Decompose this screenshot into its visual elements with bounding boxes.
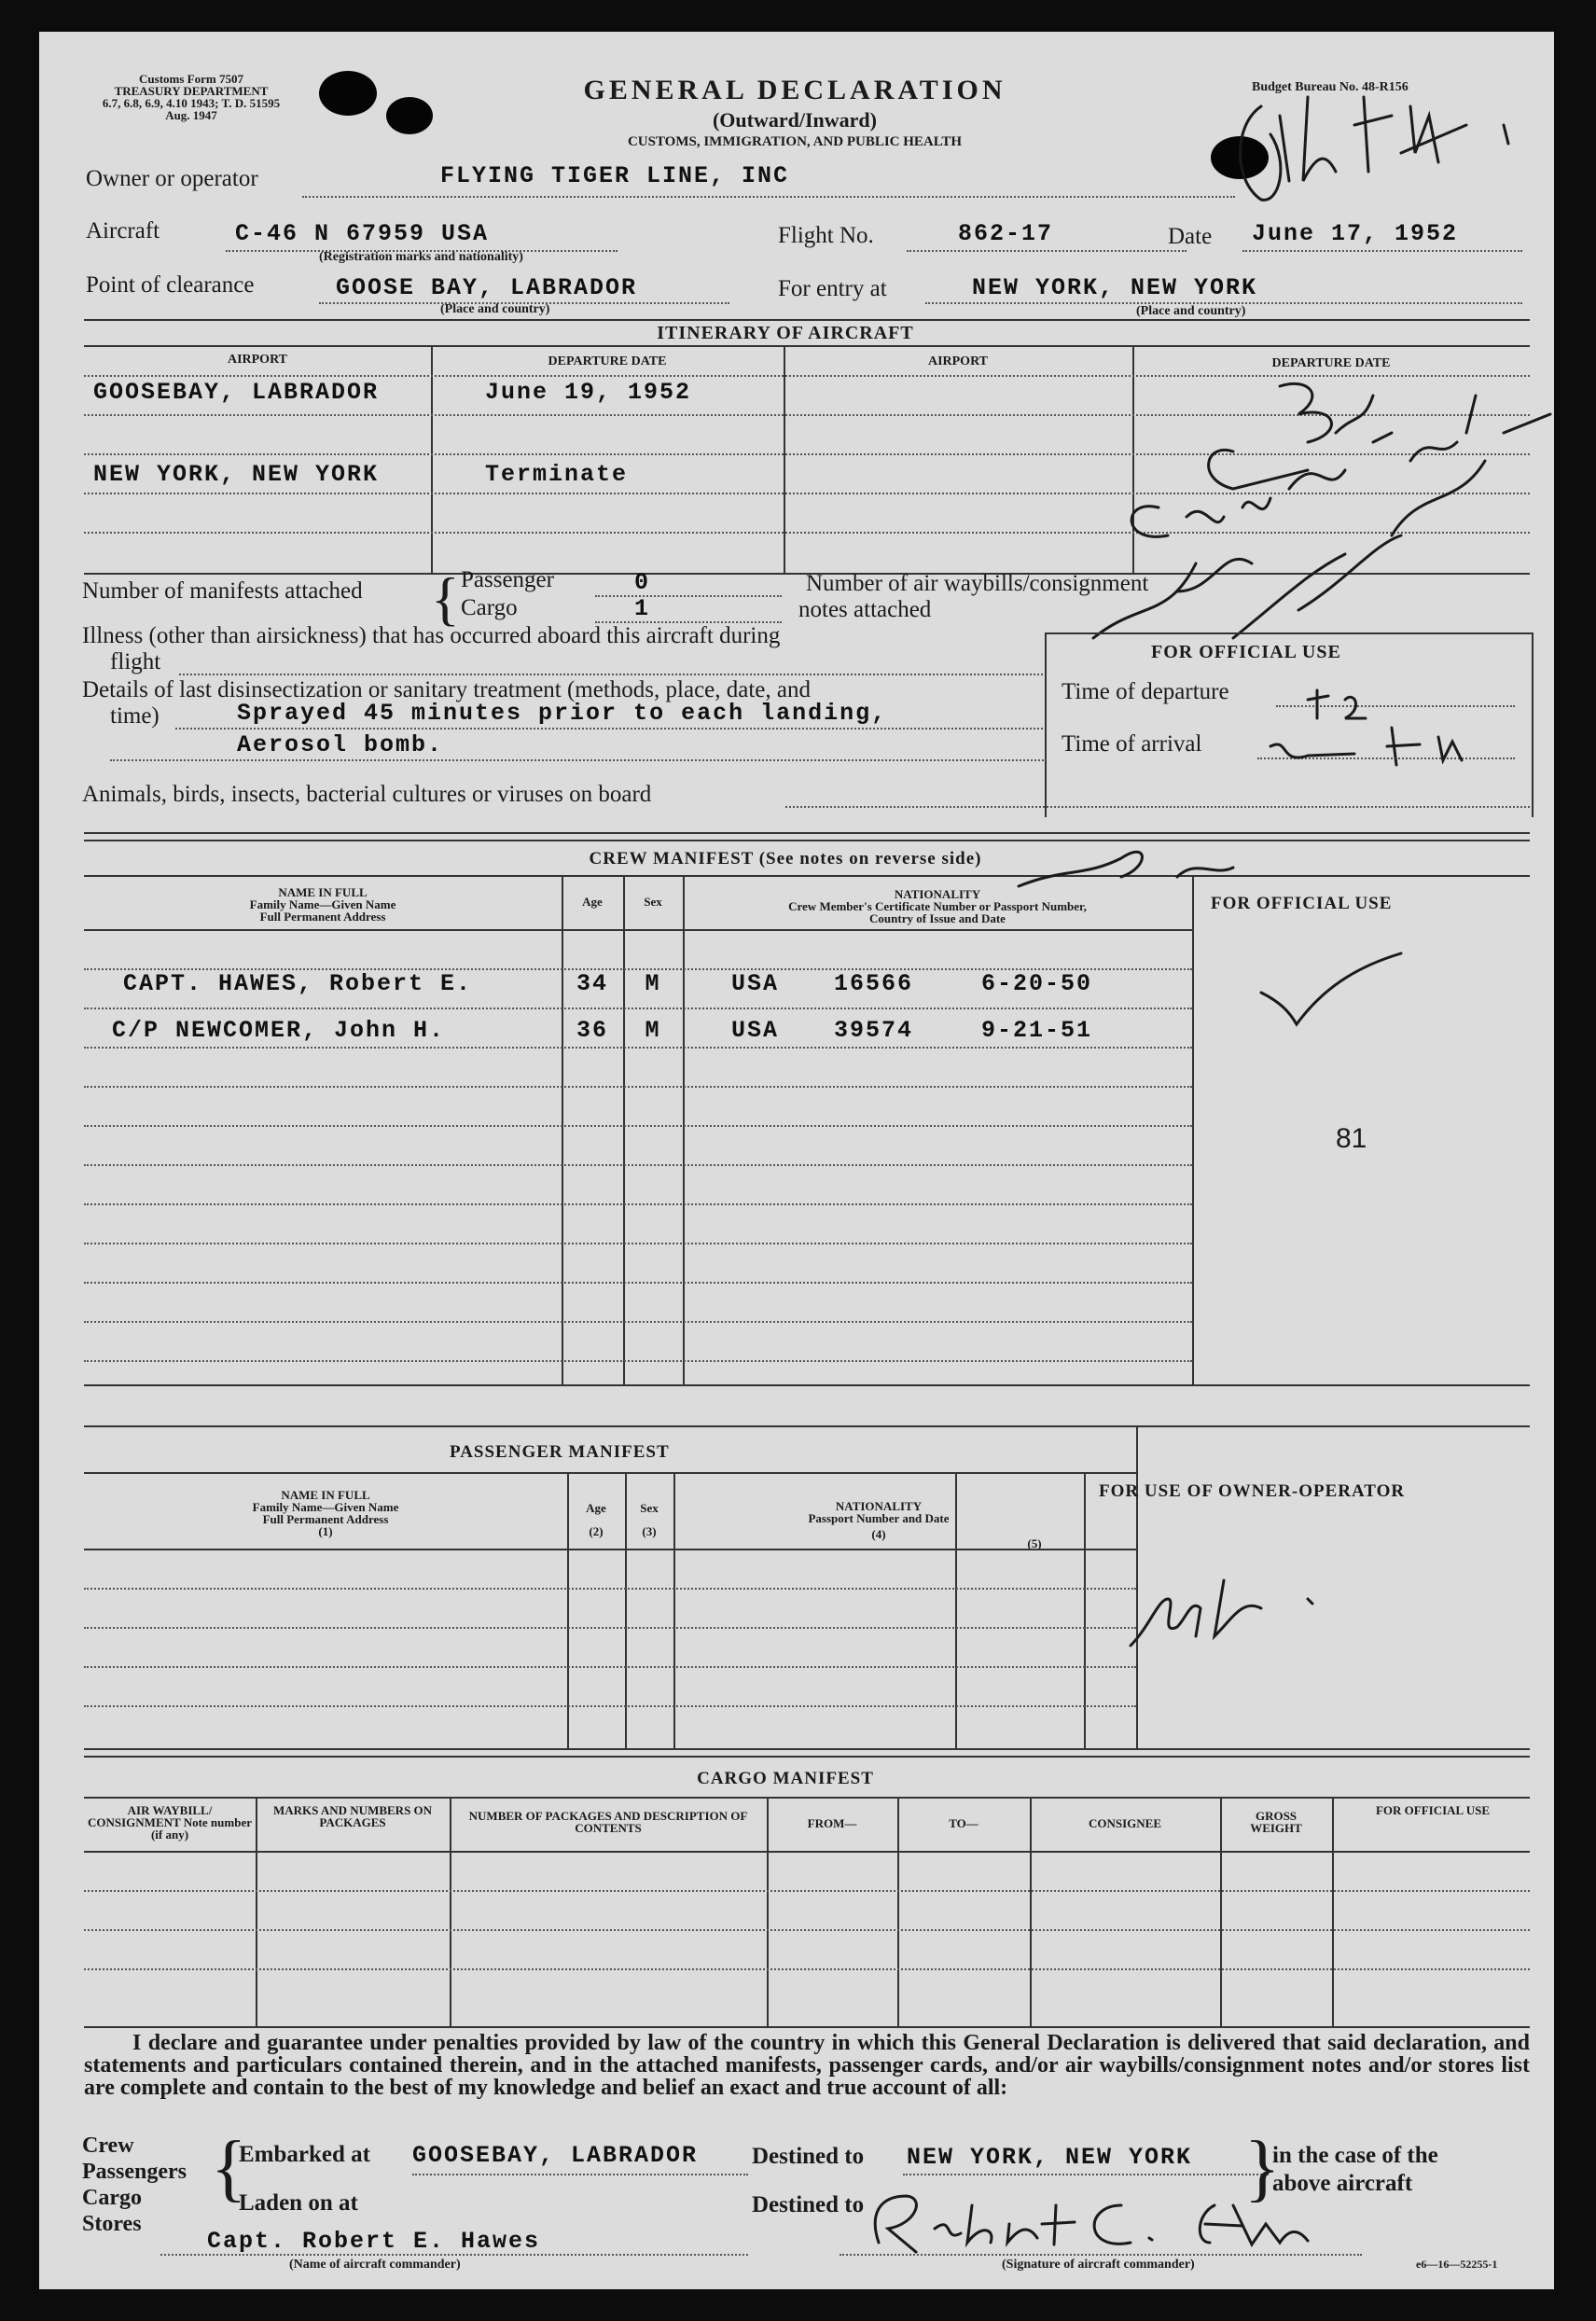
crew-col-nat-title: NATIONALITY	[894, 887, 981, 901]
form-regulation: 6.7, 6.8, 6.9, 4.10 1943; T. D. 51595	[102, 96, 281, 110]
declaration-categories	[82, 2133, 187, 2237]
cargo-col-from: FROM—	[807, 1816, 857, 1830]
passenger-col-sex-title: Sex	[640, 1501, 659, 1515]
crew-official-use: FOR OFFICIAL USE	[1211, 894, 1393, 913]
aircraft-value: C-46 N 67959 USA	[235, 220, 490, 247]
case-line-2: above aircraft	[1272, 2171, 1413, 2196]
crew-col-sex: Sex	[644, 895, 662, 909]
brace-close-icon: }	[1244, 2127, 1281, 2209]
entry-value: NEW YORK, NEW YORK	[972, 274, 1258, 301]
cargo-count-label: Cargo	[461, 595, 518, 620]
itinerary-row-departure: June 19, 1952	[485, 379, 692, 406]
time-of-arrival-label: Time of arrival	[1062, 731, 1202, 757]
crew-col-name	[84, 886, 562, 923]
passenger-col-5: (5)	[1027, 1536, 1042, 1550]
passenger-col-name	[84, 1489, 567, 1537]
clearance-caption: (Place and country)	[440, 302, 550, 316]
illness-label: Illness (other than airsickness) that has occurred aboard this aircraft during	[82, 623, 781, 648]
date-label: Date	[1168, 224, 1213, 249]
date-value: June 17, 1952	[1252, 220, 1459, 247]
signature-caption: (Signature of aircraft commander)	[1002, 2258, 1195, 2272]
declaration-text: I declare and guarantee under penalties provided by law of the country in which this General Declaration is delivered that said declaration, and statements and particulars contained therein, and in the attached manifests, passenger cards, and/or air waybills/consignment notes and/or stores list are complete and contain to the best of my knowledge and belief an exact and true account of all:	[84, 2031, 1530, 2100]
itinerary-col-departure-2: DEPARTURE DATE	[1271, 356, 1391, 370]
crew-col-name-sub: Family Name—Given Name	[249, 897, 396, 911]
itinerary-title: ITINERARY OF AIRCRAFT	[657, 323, 914, 343]
commander-name-value: Capt. Robert E. Hawes	[207, 2228, 541, 2255]
disinsect-value: Sprayed 45 minutes prior to each landing,	[237, 700, 888, 727]
category-crew: Crew	[82, 2133, 134, 2158]
passenger-col-sex	[625, 1502, 673, 1537]
handwritten-initial-icon	[1121, 1562, 1364, 1655]
crew-row-age: 34	[576, 970, 608, 997]
animals-label: Animals, birds, insects, bacterial cultures or viruses on board	[82, 782, 652, 807]
crew-row-certificate: 16566	[834, 970, 914, 997]
form-number-block	[84, 73, 298, 121]
waybills-label: Number of air waybills/consignment	[806, 571, 1149, 596]
passenger-col-age-title: Age	[586, 1501, 606, 1515]
time-of-departure-label: Time of departure	[1062, 679, 1229, 704]
punch-hole-icon	[386, 97, 433, 134]
flight-label: Flight No.	[778, 223, 874, 248]
clearance-value: GOOSE BAY, LABRADOR	[336, 274, 638, 301]
owner-value: FLYING TIGER LINE, INC	[440, 162, 790, 189]
cargo-col-packages: NUMBER OF PACKAGES AND DESCRIPTION OF CONTENTS	[468, 1809, 748, 1835]
passenger-manifest-title: PASSENGER MANIFEST	[450, 1442, 670, 1462]
crew-row-date: 6-20-50	[981, 970, 1093, 997]
flight-value: 862-17	[958, 220, 1054, 247]
illness-label-2: flight	[110, 649, 161, 674]
passenger-col-name-title: NAME IN FULL	[281, 1488, 370, 1502]
case-line-1: in the case of the	[1272, 2143, 1438, 2168]
aircraft-label: Aircraft	[86, 218, 160, 243]
crew-col-nat-country: Country of Issue and Date	[869, 911, 1006, 925]
passenger-col-nat-sub: Passport Number and Date	[808, 1511, 950, 1525]
destined-label-2: Destined to	[752, 2192, 865, 2217]
crew-row-name: CAPT. HAWES, Robert E.	[123, 970, 473, 997]
crew-row-age: 36	[576, 1017, 608, 1044]
cargo-col-consignee: CONSIGNEE	[1088, 1816, 1162, 1830]
passenger-col-name-address: Full Permanent Address	[262, 1512, 389, 1526]
crew-row-sex: M	[645, 970, 661, 997]
category-passengers: Passengers	[82, 2160, 187, 2184]
itinerary-row-departure: Terminate	[485, 461, 629, 488]
passenger-col-sex-num: (3)	[642, 1524, 657, 1538]
destination-value: NEW YORK, NEW YORK	[907, 2144, 1193, 2171]
crew-row-certificate: 39574	[834, 1017, 914, 1044]
disinsect-label: Details of last disinsectization or sanitary treatment (methods, place, date, and	[82, 677, 811, 702]
passenger-count-value: 0	[634, 569, 651, 596]
itinerary-col-departure: DEPARTURE DATE	[548, 354, 667, 368]
laden-label: Laden on at	[239, 2190, 358, 2216]
passenger-col-age	[567, 1502, 625, 1537]
entry-label: For entry at	[778, 276, 887, 301]
crew-row-nationality: USA	[731, 1017, 780, 1044]
cargo-col-weight: GROSS WEIGHT	[1250, 1809, 1302, 1835]
crew-col-nat-sub: Crew Member's Certificate Number or Passport Number,	[788, 899, 1087, 913]
form-agencies: CUSTOMS, IMMIGRATION, AND PUBLIC HEALTH	[627, 134, 963, 149]
form-date: Aug. 1947	[165, 108, 217, 122]
origin-value: GOOSEBAY, LABRADOR	[412, 2142, 699, 2169]
commander-signature-icon	[841, 2187, 1326, 2261]
form-title: GENERAL DECLARATION	[583, 75, 1006, 105]
handwritten-initials-icon	[1224, 88, 1541, 218]
passenger-col-age-num: (2)	[589, 1524, 604, 1538]
waybills-label-2: notes attached	[798, 597, 932, 622]
owner-label: Owner or operator	[86, 166, 258, 191]
declaration-form	[39, 32, 1554, 2289]
form-number: Customs Form 7507	[139, 72, 243, 86]
check-mark-icon	[1252, 946, 1438, 1030]
itinerary-row-airport: NEW YORK, NEW YORK	[93, 461, 380, 488]
entry-caption: (Place and country)	[1136, 304, 1246, 318]
cargo-manifest-title: CARGO MANIFEST	[697, 1769, 874, 1788]
crew-official-note: 81	[1336, 1123, 1367, 1154]
crew-col-name-title: NAME IN FULL	[278, 885, 368, 899]
embarked-label: Embarked at	[239, 2142, 370, 2167]
cargo-col-waybill: AIR WAYBILL/ CONSIGNMENT Note number (if any)	[88, 1803, 252, 1842]
passenger-col-name-sub: Family Name—Given Name	[252, 1500, 399, 1514]
cargo-col-official: FOR OFFICIAL USE	[1375, 1803, 1491, 1817]
official-box-title: FOR OFFICIAL USE	[1151, 642, 1341, 662]
disinsect-label-2: time)	[110, 703, 160, 729]
passenger-col-nat-title: NATIONALITY	[835, 1499, 923, 1513]
brace-icon: {	[431, 565, 460, 632]
category-cargo: Cargo	[82, 2186, 142, 2210]
budget-bureau-number: Budget Bureau No. 48-R156	[1252, 80, 1409, 94]
aircraft-caption: (Registration marks and nationality)	[319, 250, 523, 264]
manifests-label: Number of manifests attached	[82, 578, 363, 604]
crew-col-age: Age	[582, 895, 603, 909]
passenger-col-nat-num: (4)	[871, 1527, 886, 1541]
itinerary-row-airport: GOOSEBAY, LABRADOR	[93, 379, 380, 406]
handwritten-scribble-icon	[1009, 830, 1270, 905]
clearance-label: Point of clearance	[86, 272, 255, 298]
crew-row-nationality: USA	[731, 970, 780, 997]
category-stores: Stores	[82, 2212, 142, 2236]
punch-hole-icon	[319, 71, 377, 116]
passenger-col-nationality	[673, 1500, 1084, 1540]
itinerary-col-airport: AIRPORT	[227, 353, 288, 367]
cargo-col-to: TO—	[949, 1816, 978, 1830]
form-department: TREASURY DEPARTMENT	[114, 84, 269, 98]
disinsect-value-2: Aerosol bomb.	[237, 731, 444, 758]
passenger-count-label: Passenger	[461, 567, 554, 592]
owner-operator-use: FOR USE OF OWNER-OPERATOR	[1099, 1481, 1406, 1501]
crew-col-name-address: Full Permanent Address	[259, 910, 386, 924]
crew-manifest-title: CREW MANIFEST (See notes on reverse side)	[589, 849, 982, 869]
brace-icon: {	[211, 2127, 247, 2209]
crew-row-date: 9-21-51	[981, 1017, 1093, 1044]
cargo-count-value: 1	[634, 595, 651, 622]
handwritten-time-icon	[1252, 672, 1513, 774]
crew-row-sex: M	[645, 1017, 661, 1044]
passenger-col-name-num: (1)	[318, 1524, 333, 1538]
commander-name-caption: (Name of aircraft commander)	[289, 2258, 461, 2272]
cargo-col-marks: MARKS AND NUMBERS ON PACKAGES	[272, 1803, 433, 1829]
itinerary-col-airport-2: AIRPORT	[927, 354, 989, 368]
print-code: e6—16—52255-1	[1416, 2258, 1498, 2271]
crew-row-name: C/P NEWCOMER, John H.	[112, 1017, 446, 1044]
form-subtitle: (Outward/Inward)	[712, 108, 877, 132]
destined-label: Destined to	[752, 2144, 865, 2169]
